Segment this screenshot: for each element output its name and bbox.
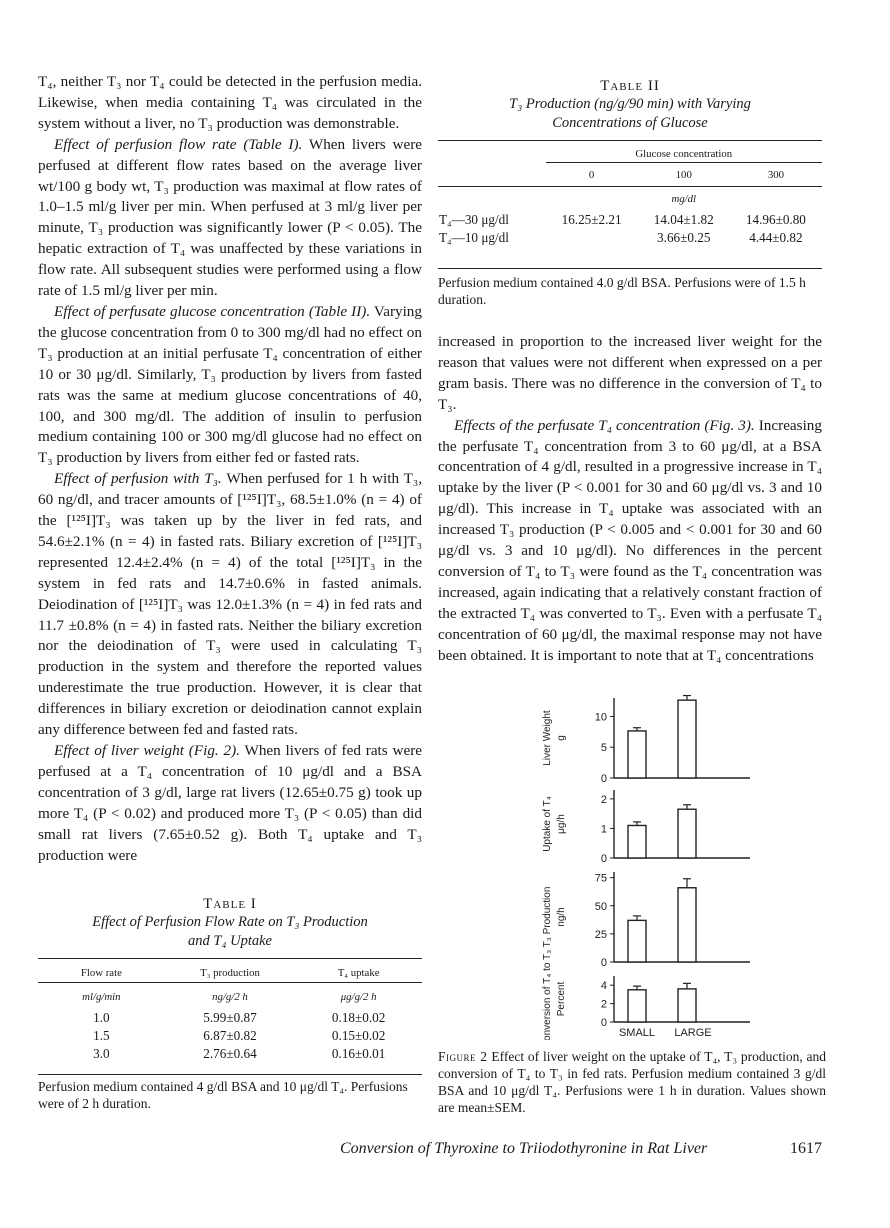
paragraph <box>38 741 422 866</box>
bar <box>678 888 696 962</box>
table-span-header: Glucose concentration <box>546 141 822 163</box>
section-heading: Effect of perfusion with T₃. <box>54 470 222 488</box>
table-cell: 0.15±0.02 <box>331 1027 386 1043</box>
y-axis-unit: μg/h <box>556 814 567 834</box>
table1 <box>38 958 422 1071</box>
paragraph-body: Varying the glucose concentration from 0 to 300 mg/dl had no effect on T₃ production at an initial perfusate T₄ concentration of either 10 or 30 μg/dl. Similarly, T₃ production by livers from fasted rats was the same at medium glucose concentrations of 40, 100, and 300 mg/dl. The addition of insulin to perfusion medium containing 100 or 300 mg/dl glucose had no effect on T₃ production by livers from either fed or fasted rats. <box>38 302 422 467</box>
table-cell: 0.16±0.01 <box>331 1045 386 1061</box>
x-tick-label: SMALL <box>618 1027 656 1039</box>
table-cell: 2.76±0.64 <box>203 1045 257 1061</box>
table-row <box>38 1045 422 1063</box>
bar <box>628 990 646 1022</box>
bar <box>678 809 696 858</box>
table-row <box>438 211 822 229</box>
y-tick-label: 2 <box>600 998 607 1011</box>
y-axis-unit: ng/h <box>556 907 567 927</box>
table-header-row <box>438 163 822 187</box>
table1-note: Perfusion medium contained 4 g/dl BSA and 10 μg/dl T₄. Perfusions were of 2 h duration. <box>38 1079 408 1111</box>
y-tick-label: 25 <box>594 928 607 941</box>
table-header-cell: 100 <box>675 168 692 181</box>
table-cell: 5.99±0.87 <box>203 1009 257 1025</box>
y-axis-label: Liver Weight <box>542 710 553 766</box>
table-row-label: T₄—10 μg/dl <box>439 229 509 245</box>
paragraph-body: When livers were perfused at different flow rates based on the average liver wt/100 g body wt, T₃ production was maximal at flow rates of 1.0–1.5 ml/g liver per min. When perfused at 3 ml/g liver per minute, T₃ production was significantly lower (P < 0.05). The hepatic extraction of T₄ was unaffected by these variations in flow rate. All subsequent studies were performed using a flow rate of 1.5 ml/g liver per min. <box>38 135 422 300</box>
paragraph <box>38 469 422 741</box>
figure2-caption <box>438 1048 826 1116</box>
table-cell: 14.04±1.82 <box>653 211 714 227</box>
table-cell <box>546 229 638 247</box>
y-tick-label: 0 <box>600 957 607 969</box>
table-header-cell: 0 <box>588 168 595 181</box>
bar <box>678 700 696 778</box>
bar <box>628 731 646 778</box>
y-axis-label: Uptake of T₄ <box>542 796 553 852</box>
page-number: 1617 <box>790 1140 822 1157</box>
table-cell: 1.5 <box>93 1027 110 1043</box>
y-tick-label: 5 <box>600 742 607 755</box>
table-header-cell: T₃ production <box>200 967 260 979</box>
paragraph-body: When perfused for 1 h with T₃, 60 ng/dl, and tracer amounts of [¹²⁵I]T₃, 68.5±1.0% (n = 4) of the [¹²⁵I]T₃ was taken up by the liver in fed rats, and 54.6±2.1% (n = 4) in fasted rats. Biliary excretion of [¹²⁵I]T₃ represented 12.4±2.4% (n = 4) of the total [¹²⁵I]T₃ in the system in fed rats and 14.7±0.6% in fasted animals. Deiodination of [¹²⁵I]T₃ was 12.0±1.3% (n = 4) in fed rats and 11.7 ±0.8% (n = 4) in fasted rats. Neither the biliary excretion nor the deiodination of T₃ were used in calculating T₃ production in the system and therefore the reported values underestimate the true production. However, it is clear that differences in biliary excretion or deiodination cannot explain any difference between fed and fasted rats. <box>38 470 422 739</box>
table-row <box>38 1009 422 1027</box>
paragraph <box>38 302 422 469</box>
table-cell: 3.66±0.25 <box>657 229 711 245</box>
y-tick-label: 2 <box>600 793 607 806</box>
table-unit-cell: mg/dl <box>671 192 697 205</box>
paragraph <box>438 416 822 667</box>
y-axis-unit: Percent <box>556 981 567 1017</box>
running-footer <box>340 1140 822 1158</box>
y-tick-label: 75 <box>594 872 607 885</box>
table-cell: 6.87±0.82 <box>203 1027 257 1043</box>
y-tick-label: 1 <box>600 823 607 836</box>
section-heading: Effect of liver weight (Fig. 2). <box>54 742 240 759</box>
paragraph-body: Increasing the perfusate T₄ concentration from 3 to 60 μg/dl, at a BSA concentration of 4 g/dl, resulted in a progressive increase in T₄ uptake by the liver (P < 0.001 for 30 and 60 μg/dl vs. 3 and 10 μg/dl). This increase in T₄ uptake was associated with an increased T₃ production (P < 0.005 and < 0.001 for 30 and 60 μg/dl vs. 3 and 10 μg/dl). No differences in the percent conversion of T₄ to T₃ were found as the T₄ concentration was increased, again indicating that a relatively constant fraction of the extracted T₄ was converted to T₃. Even with a perfusate T₄ concentration of 60 μg/dl, the maximal response may not have been obtained. It is important to note that at T₄ concentrations <box>438 416 822 664</box>
table-cell: 4.44±0.82 <box>749 229 803 245</box>
table-rule <box>438 268 822 269</box>
section-heading: Effect of perfusion flow rate (Table I). <box>54 135 303 153</box>
table-cell: 1.0 <box>93 1009 110 1025</box>
table-unit-cell: ng/g/2 h <box>212 991 248 1004</box>
table2-caption <box>438 78 822 133</box>
table-title-line: T₃ Production (ng/g/90 min) with Varying <box>509 96 751 112</box>
table-number: Table II <box>600 78 660 94</box>
y-tick-label: 0 <box>600 853 607 865</box>
y-tick-label: 0 <box>600 1017 607 1029</box>
table-cell: 0.18±0.02 <box>331 1009 386 1025</box>
y-axis-label: T₃ Production <box>542 886 553 948</box>
right-column <box>438 332 822 667</box>
figure-label: Figure 2 <box>438 1049 488 1064</box>
left-column <box>38 72 422 866</box>
table-row-label: T₄—30 μg/dl <box>439 211 509 227</box>
table-header-row <box>38 959 422 983</box>
table-header-cell: Flow rate <box>80 967 122 979</box>
figure2-chart <box>520 690 760 1040</box>
x-tick-label: LARGE <box>674 1027 712 1039</box>
paragraph: T₄, neither T₃ nor T₄ could be detected in the perfusion media. Likewise, when media containing T₄ was circulated in the system without a liver, no T₃ production was demonstrable. <box>38 73 422 132</box>
table-units-row <box>38 983 422 1009</box>
figure2-svg <box>520 690 760 1040</box>
paragraph: increased in proportion to the increased liver weight for the reason that values were not different when expressed on a per gram basis. There was no difference in the conversion of T₄ to T₃. <box>438 333 822 413</box>
table-cell: 16.25±2.21 <box>561 211 622 227</box>
table-rule <box>38 1074 422 1075</box>
y-tick-label: 50 <box>594 900 607 913</box>
table-title-line: and T₄ Uptake <box>188 933 272 949</box>
running-title: Conversion of Thyroxine to Triiodothyronine in Rat Liver <box>340 1140 708 1157</box>
y-tick-label: 0 <box>600 773 607 785</box>
section-heading: Effects of the perfusate T₄ concentration (Fig. 3). <box>454 416 755 434</box>
y-tick-label: 4 <box>600 980 607 993</box>
table2 <box>438 140 822 253</box>
table-header-cell: 300 <box>767 168 785 181</box>
table-title-line: Concentrations of Glucose <box>552 115 708 131</box>
table-unit-cell: μg/g/2 h <box>340 991 377 1004</box>
y-tick-label: 10 <box>594 711 607 724</box>
table-header-cell: T₄ uptake <box>337 967 380 979</box>
table-span-header-row <box>438 141 822 163</box>
table-title-line: Effect of Perfusion Flow Rate on T₃ Production <box>92 914 368 930</box>
bar <box>628 825 646 858</box>
section-heading: Effect of perfusate glucose concentration (Table II). <box>54 302 371 320</box>
table2-note: Perfusion medium contained 4.0 g/dl BSA. Perfusions were of 1.5 h duration. <box>438 275 806 307</box>
table-number: Table I <box>203 896 257 912</box>
figure-caption-text: Effect of liver weight on the uptake of T₄, T₃ production, and conversion of T₄ to T₃ in fed rats. Perfusion medium contained 3 g/dl BSA and 10 μg/dl T₄. Perfusions were 1 h in duration. Values shown are mean±SEM. <box>438 1049 826 1115</box>
table1-caption <box>38 896 422 951</box>
table-row <box>438 229 822 247</box>
table-cell: 3.0 <box>93 1045 110 1061</box>
bar <box>678 989 696 1022</box>
y-axis-unit: g <box>556 735 567 741</box>
paragraph-body: When livers of fed rats were perfused at a T₄ concentration of 10 μg/dl and a BSA concentration of 3 g/dl, large rat livers (12.65±0.75 g) took up more T₄ (P < 0.02) and produced more T₃ (P < 0.05) than did small rat livers (7.65±0.52 g). Both T₄ uptake and T₃ production were <box>38 742 422 864</box>
table-cell: 14.96±0.80 <box>745 211 806 227</box>
y-axis-label: Conversion of T₄ to T₃ <box>542 949 553 1040</box>
paragraph <box>38 135 422 302</box>
table-unit-cell: ml/g/min <box>82 991 121 1004</box>
table-row <box>38 1027 422 1045</box>
bar <box>628 920 646 962</box>
table-units-row <box>438 187 822 211</box>
